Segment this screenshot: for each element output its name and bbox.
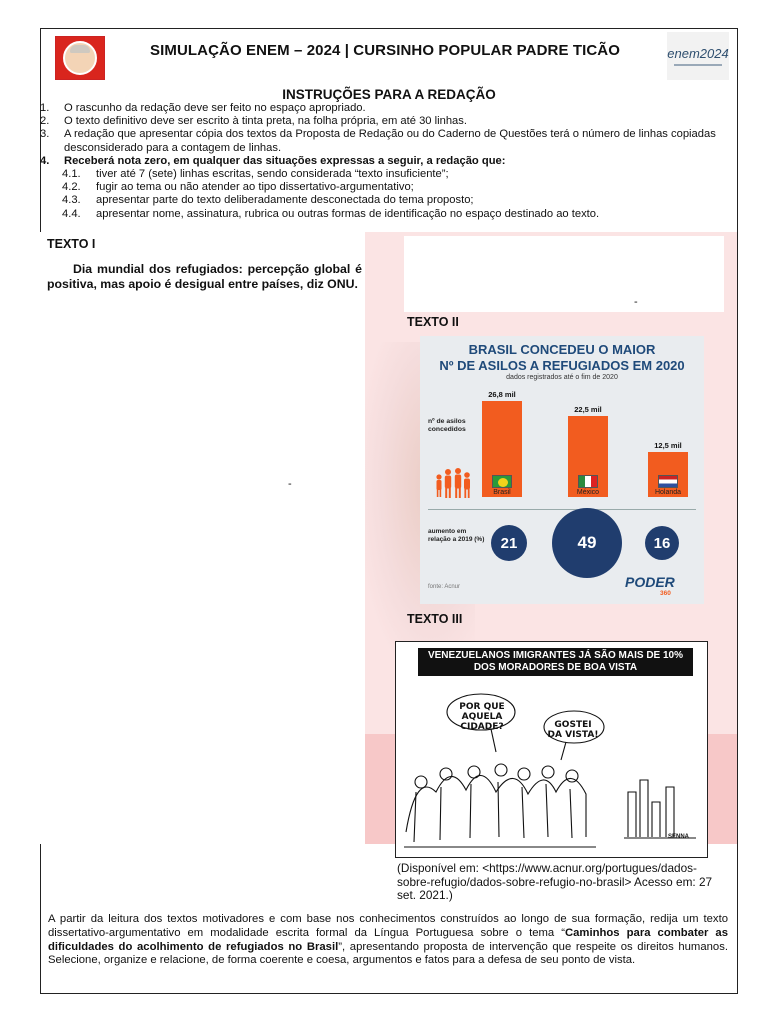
instruction-item — [40, 128, 730, 154]
instruction-item — [40, 115, 730, 128]
prompt-text-before: A partir da leitura dos textos motivadores e com base nos conhecimentos construídos ao longo de sua formação, redija um texto dissertativo-argumentativo em modalidade escrita formal da Língua Portuguesa sobre o tema “ — [48, 913, 728, 939]
item-text: O texto definitivo deve ser escrito à tinta preta, na folha própria, em até 30 linhas. — [64, 115, 467, 128]
chart-title-line1: BRASIL CONCEDEU O MAIOR — [468, 342, 656, 357]
bubble-outline-1 — [447, 694, 515, 730]
item-number: 1. — [40, 102, 50, 114]
cursinho-logo — [55, 36, 105, 80]
bubble-tail-1 — [491, 729, 496, 752]
stray-dash: - — [634, 296, 638, 308]
refugee-family-icon — [432, 464, 474, 498]
cartoon — [395, 641, 708, 858]
category-label: México — [576, 489, 600, 496]
enem-logo-bar — [674, 64, 722, 66]
poder360-logo-sub: 360 — [660, 590, 671, 597]
enem-logo — [667, 32, 729, 80]
speech-bubble-1: POR QUE AQUELA CIDADE? — [459, 702, 505, 732]
flag-holanda-icon — [658, 475, 678, 488]
cartoon-headline: VENEZUELANOS IMIGRANTES JÁ SÃO MAIS DE 10% DOS MORADORES DE BOA VISTA — [418, 648, 693, 676]
prompt-text-after: ”, apresentando proposta de intervenção que respeite os direitos humanos. Selecione, organize e relacione, de forma coerente e coesa, argumentos e fatos para a defesa de seu ponto de vista. — [48, 940, 728, 967]
instruction-subitem — [40, 181, 730, 194]
texto1-headline: Dia mundial dos refugiados: percepção global é positiva, mas apoio é desigual entre países, diz ONU. — [47, 262, 362, 291]
item-text: A redação que apresentar cópia dos textos da Proposta de Redação ou do Caderno de Questões terá o número de linhas copiadas desconsiderado para a contagem de linhas. — [64, 128, 716, 154]
bar-value-label: 26,8 mil — [488, 389, 516, 399]
flag-méxico-icon — [578, 475, 598, 488]
distant-city — [628, 780, 674, 837]
essay-prompt — [48, 913, 728, 968]
category-label: Brasil — [493, 489, 511, 496]
increase-label: aumento em relação a 2019 (%) — [428, 528, 485, 543]
flag-brasil-icon — [492, 475, 512, 488]
category-label: Holanda — [654, 489, 682, 496]
crowd-outline — [406, 775, 586, 837]
subitem-number: 4.3. — [62, 194, 81, 207]
cartoonist-signature: SENNA — [668, 834, 690, 840]
item-number: 3. — [40, 128, 50, 141]
bubble-tail-2 — [561, 742, 566, 760]
instruction-subitem — [40, 194, 730, 207]
blank-box — [404, 236, 724, 312]
item-text: O rascunho da redação deve ser feito no espaço apropriado. — [64, 102, 366, 114]
bar-value-label: 12,5 mil — [654, 441, 682, 450]
texto3-label: TEXTO III — [407, 612, 463, 626]
speech-bubble-2: GOSTEI DA VISTA! — [547, 720, 599, 740]
cartoon-drawing — [396, 642, 708, 858]
chart-title-line2: Nº DE ASILOS A REFUGIADOS EM 2020 — [439, 358, 685, 373]
instruction-subitem — [40, 168, 730, 181]
item-number: 4. — [40, 154, 50, 167]
subitem-number: 4.4. — [62, 207, 81, 220]
chart-divider — [428, 509, 696, 510]
instruction-subitem — [40, 208, 730, 221]
bar-value-label: 22,5 mil — [574, 405, 602, 414]
instruction-item — [40, 102, 730, 115]
stray-dash: - — [288, 478, 292, 490]
chart-subtitle: dados registrados até o fim de 2020 — [506, 374, 618, 381]
instructions-list — [40, 102, 730, 221]
source-credit: (Disponível em: <https://www.acnur.org/portugues/dados-sobre-refugio/dados-sobre-refugio-no-brasil> Acesso em: 27 set. 2021.) — [397, 861, 713, 902]
chart-source: fonte: Acnur — [428, 584, 461, 590]
instruction-item — [40, 155, 730, 168]
increase-circle: 21 — [491, 525, 527, 561]
padre-portrait-icon — [63, 41, 97, 75]
subitem-text: fugir ao tema ou não atender ao tipo dissertativo-argumentativo; — [96, 181, 414, 194]
subitem-text: apresentar parte do texto deliberadamente desconectada do tema proposto; — [96, 194, 474, 207]
subitem-number: 4.1. — [62, 168, 81, 181]
asylum-infographic — [420, 336, 704, 604]
poder360-logo: PODER — [625, 574, 675, 590]
bubble-outline-2 — [544, 711, 604, 743]
increase-circle: 16 — [645, 526, 679, 560]
item-text: Receberá nota zero, em qualquer das situações expressas a seguir, a redação que: — [64, 154, 506, 167]
prompt-theme: Caminhos para combater as dificuldades do acolhimento de refugiados no Brasil — [48, 926, 728, 953]
texto1-label: TEXTO I — [47, 237, 96, 251]
page-title: SIMULAÇÃO ENEM – 2024 | CURSINHO POPULAR PADRE TICÃO — [149, 42, 620, 59]
texto2-label: TEXTO II — [407, 315, 459, 329]
subitem-number: 4.2. — [62, 181, 81, 194]
enem-logo-text: enem2024 — [667, 46, 729, 61]
subitem-text: apresentar nome, assinatura, rubrica ou outras formas de identificação no espaço destinado ao texto. — [96, 207, 600, 220]
chart-ylabel: nº de asilos concedidos — [428, 418, 466, 433]
subitem-text: tiver até 7 (sete) linhas escritas, sendo considerada “texto insuficiente”; — [96, 168, 449, 181]
increase-circle: 49 — [552, 508, 622, 578]
instructions-title: INSTRUÇÕES PARA A REDAÇÃO — [282, 87, 496, 102]
item-number: 2. — [40, 115, 50, 128]
